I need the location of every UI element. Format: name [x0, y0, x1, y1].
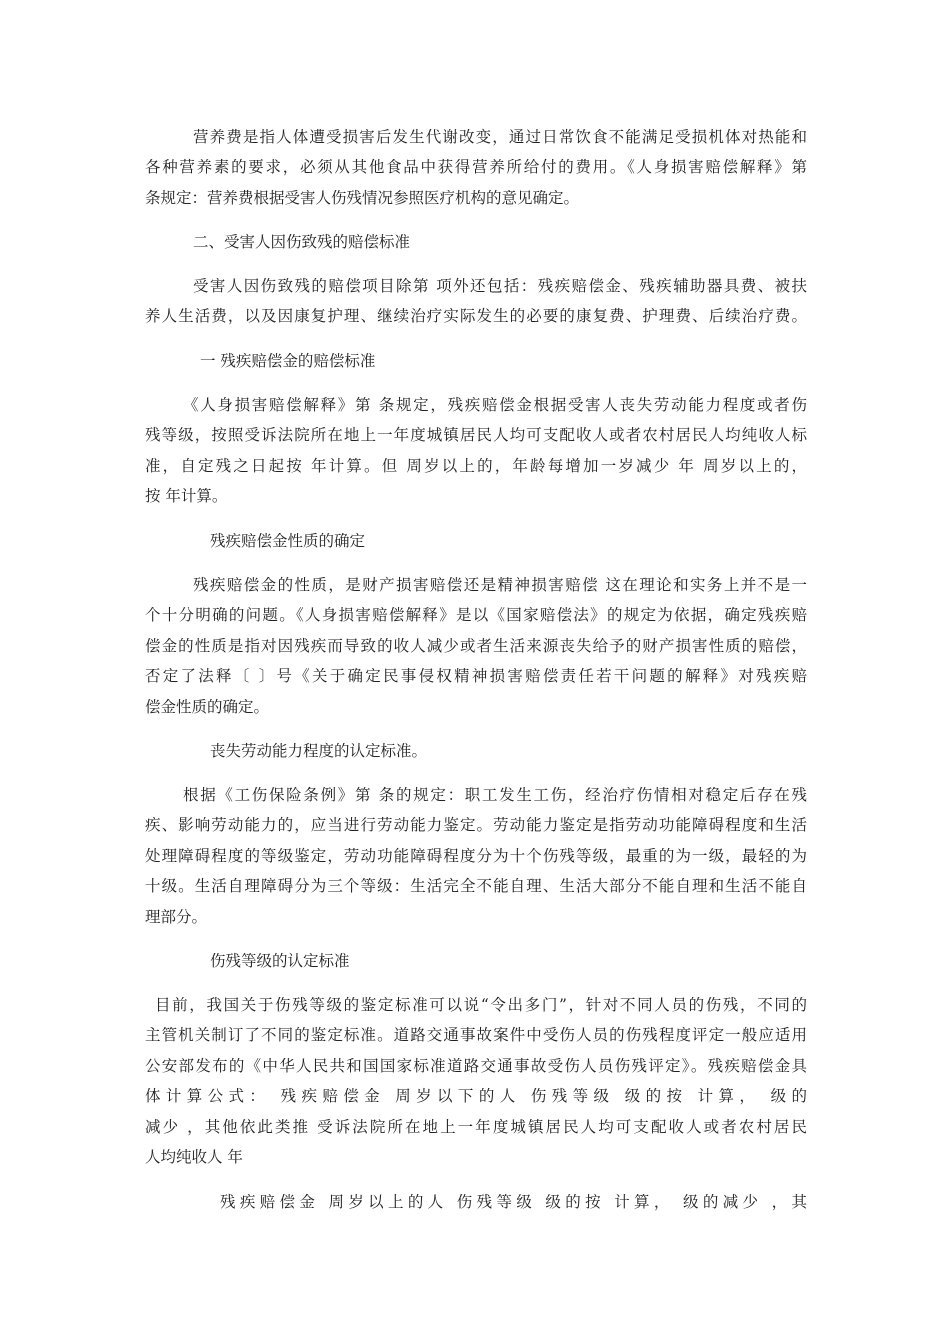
paragraph-1-line-1: 营养费是指人体遭受损害后发生代谢改变，通过日常饮食不能满足受损机体对热能和 — [193, 128, 807, 146]
paragraph-3-line-1: 《人身损害赔偿解释》第 条规定，残疾赔偿金根据受害人丧失劳动能力程度或者伤 — [183, 396, 807, 414]
paragraph-6-line-1: 目前，我国关于伤残等级的鉴定标准可以说“令出多门”，针对不同人员的伤残，不同的 — [155, 996, 807, 1014]
paragraph-4-line-3: 偿金的性质是指对因残疾而导致的收人减少或者生活来源丧失给予的财产损害性质的赔偿， — [145, 637, 807, 655]
paragraph-3-line-3: 准，自定残之日起按 年计算。但 周岁以上的，年龄每增加一岁减少 年 周岁以上的， — [145, 457, 807, 475]
paragraph-1-line-3: 条规定：营养费根据受害人伤残情况参照医疗机构的意见确定。 — [145, 189, 580, 207]
paragraph-4-line-5: 偿金性质的确定。 — [145, 698, 270, 716]
paragraph-3-line-2: 残等级，按照受诉法院所在地上一年度城镇居民人均可支配收人或者农村居民人均纯收人标 — [145, 426, 807, 444]
subheading-labor-capacity-standard: 丧失劳动能力程度的认定标准。 — [210, 742, 428, 760]
paragraph-6-line-3: 公安部发布的《中华人民共和国国家标准道路交通事故受伤人员伤残评定》。残疾赔偿金具 — [145, 1057, 807, 1075]
subheading-disability-compensation-standard: 一 残疾赔偿金的赔偿标准 — [200, 352, 376, 370]
paragraph-4-line-1: 残疾赔偿金的性质，是财产损害赔偿还是精神损害赔偿 这在理论和实务上并不是一 — [193, 576, 807, 594]
paragraph-6-line-2: 主管机关制订了不同的鉴定标准。道路交通事故案件中受伤人员的伤残程度评定一般应适用 — [145, 1026, 807, 1044]
paragraph-4-line-4: 否定了法释〔 〕号《关于确定民事侵权精神损害赔偿责任若干问题的解释》对残疾赔 — [145, 667, 807, 685]
paragraph-6-line-4: 体计算公式： 残疾赔偿金 周岁以下的人 伤残等级 级的按 计算， 级的 — [145, 1087, 807, 1105]
paragraph-7-line-1: 残疾赔偿金 周岁以上的人 伤残等级 级的按 计算， 级的减少 ，其 — [220, 1193, 807, 1211]
subheading-nature-of-compensation: 残疾赔偿金性质的确定 — [210, 532, 366, 550]
paragraph-4-line-2: 个十分明确的问题。《人身损害赔偿解释》是以《国家赔偿法》的规定为依据，确定残疾赔 — [145, 606, 807, 624]
paragraph-6-line-6: 人均纯收人 年 — [145, 1148, 243, 1166]
section-heading-disability-compensation: 二、受害人因伤致残的赔偿标准 — [193, 233, 411, 251]
paragraph-5-line-3: 处理障碍程度的等级鉴定，劳动功能障碍程度分为十个伤残等级，最重的为一级，最轻的为 — [145, 847, 807, 865]
paragraph-1-line-2: 各种营养素的要求，必须从其他食品中获得营养所给付的费用。《人身损害赔偿解释》第 — [145, 158, 807, 176]
paragraph-5-line-1: 根据《工伤保险条例》第 条的规定：职工发生工伤，经治疗伤情相对稳定后存在残 — [183, 786, 807, 804]
paragraph-5-line-5: 理部分。 — [145, 908, 208, 926]
paragraph-2-line-2: 养人生活费，以及因康复护理、继续治疗实际发生的必要的康复费、护理费、后续治疗费。 — [145, 307, 807, 325]
paragraph-5-line-2: 疾、影响劳动能力的，应当进行劳动能力鉴定。劳动能力鉴定是指劳动功能障碍程度和生活 — [145, 816, 807, 834]
subheading-disability-grade-standard: 伤残等级的认定标准 — [210, 952, 350, 970]
paragraph-5-line-4: 十级。生活自理障碍分为三个等级：生活完全不能自理、生活大部分不能自理和生活不能自 — [145, 877, 807, 895]
paragraph-6-line-5: 减少 ，其他依此类推 受诉法院所在地上一年度城镇居民人均可支配收人或者农村居民 — [145, 1118, 807, 1136]
paragraph-3-line-4: 按 年计算。 — [145, 487, 228, 505]
paragraph-2-line-1: 受害人因伤致残的赔偿项目除第 项外还包括：残疾赔偿金、残疾辅助器具费、被扶 — [193, 277, 807, 295]
